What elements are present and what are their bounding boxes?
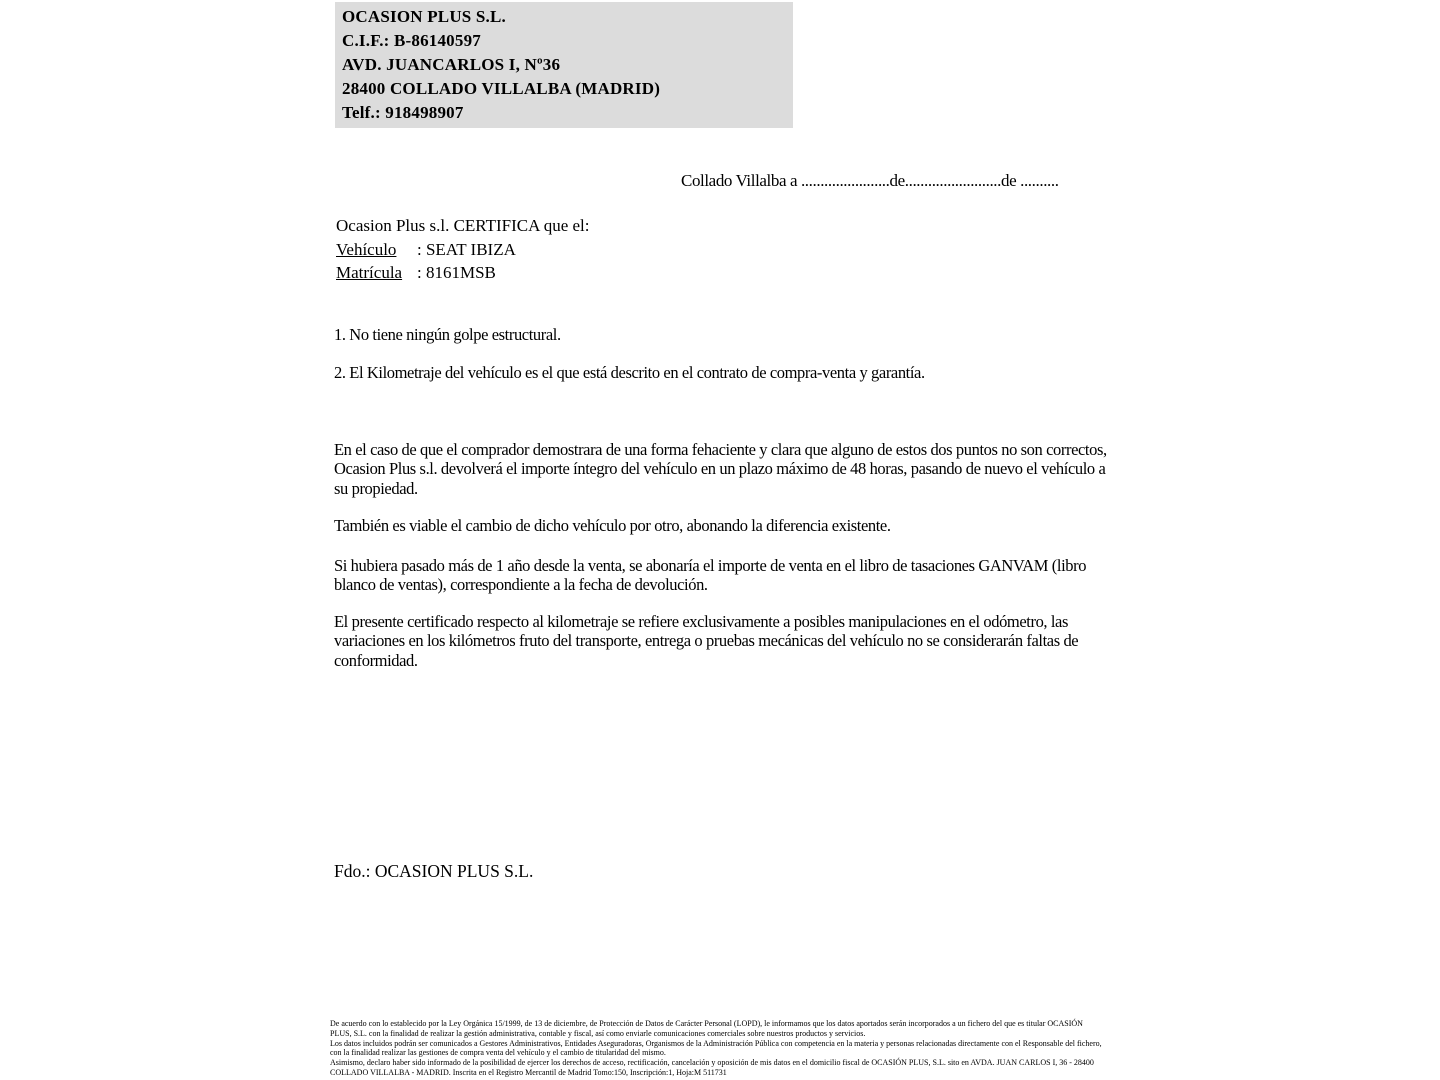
company-phone: Telf.: 918498907 (342, 103, 464, 122)
legal-paragraph-data-sharing: Los datos incluidos podrán ser comunicados a Gestores Administrativos, Entidades Aseguradoras, Organismos de la Administración Pública con competencia en la materia y personas relacionadas directamente con el Responsable del fichero, con la finalidad realizar las gestiones de compra venta del vehículo y el cambio de titularidad del mismo. (330, 1038, 1102, 1058)
body-paragraph-refund: En el caso de que el comprador demostrara de una forma fehaciente y clara que alguno de estos dos puntos no son correctos, Ocasion Plus s.l. devolverá el importe íntegro del vehículo en un plazo máximo de 48 horas, pasando de nuevo el vehículo a su propiedad. (334, 440, 1107, 498)
matricula-label: Matrícula (336, 263, 403, 282)
matricula-row (336, 261, 590, 285)
legal-paragraph-lopd: De acuerdo con lo establecido por la Ley Orgánica 15/1999, de 13 de diciembre, de Protección de Datos de Carácter Personal (LOPD), le informamos que los datos aportados serán incorporados a un fichero del que es titular OCASIÓN PLUS, S.L. con la finalidad de realizar la gestión administrativa, contable y fiscal, así como enviarle comunicaciones comerciales sobre nuestros productos y servicios. (330, 1019, 1083, 1038)
company-header-box (335, 2, 793, 128)
company-cif: C.I.F.: B-86140597 (342, 31, 481, 50)
vehicle-row (336, 238, 590, 262)
condition-point-1: 1. No tiene ningún golpe estructural. (334, 325, 561, 344)
company-address: AVD. JUANCARLOS I, Nº36 (342, 55, 561, 74)
body-paragraph-odometer: El presente certificado respecto al kilometraje se refiere exclusivamente a posibles manipulaciones en el odómetro, las variaciones en los kilómetros fruto del transporte, entrega o pruebas mecánicas del vehículo no se considerarán faltas de conformidad. (334, 612, 1079, 670)
date-line: Collado Villalba a .......................de.........................de .......... (681, 171, 1059, 190)
condition-point-2: 2. El Kilometraje del vehículo es el que está descrito en el contrato de compra-venta y garantía. (334, 363, 925, 382)
certification-intro: Ocasion Plus s.l. CERTIFICA que el: (336, 216, 590, 235)
company-name: OCASION PLUS S.L. (342, 7, 506, 26)
certification-block (336, 214, 590, 285)
signature-line: Fdo.: OCASION PLUS S.L. (334, 861, 534, 881)
legal-paragraph-rights: Asimismo, declaro haber sido informado de la posibilidad de ejercer los derechos de acceso, rectificación, cancelación y oposición de mis datos en el domicilio fiscal de OCASIÓN PLUS, S.L. sito en AVDA. JUAN CARLOS I, 36 - 28400 COLLADO VILLALBA - MADRID. Inscrita en el Registro Mercantil de Madrid Tomo:150, Inscripción:1, Hoja:M 511731 (330, 1058, 1094, 1077)
legal-fine-print (330, 1019, 1102, 1078)
body-paragraph-exchange: También es viable el cambio de dicho vehículo por otro, abonando la diferencia existente. (334, 516, 891, 535)
body-paragraph-ganvam: Si hubiera pasado más de 1 año desde la venta, se abonaría el importe de venta en el libro de tasaciones GANVAM (libro blanco de ventas), correspondiente a la fecha de devolución. (334, 556, 1087, 595)
company-city: 28400 COLLADO VILLALBA (MADRID) (342, 79, 661, 98)
matricula-value: : 8161MSB (417, 263, 496, 282)
vehicle-value: : SEAT IBIZA (417, 239, 516, 259)
vehicle-label: Vehículo (336, 239, 397, 259)
